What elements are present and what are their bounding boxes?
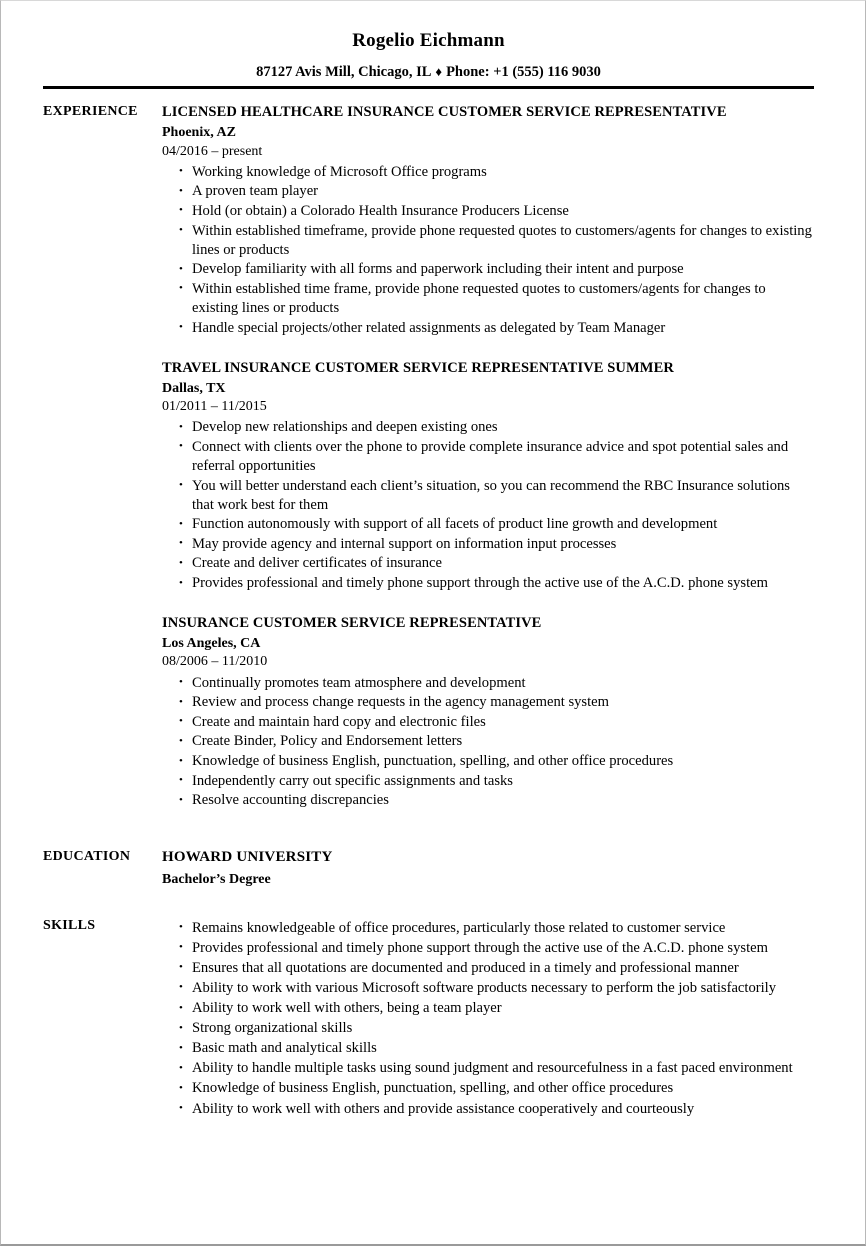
job-bullet-list: [162, 163, 814, 338]
skill-bullet: • Basic math and analytical skills: [162, 1039, 814, 1058]
education-section: [43, 848, 814, 890]
skill-bullet: • Ability to work with various Microsoft software products necessary to perform the job satisfactorily: [162, 979, 814, 998]
contact-address: 87127 Avis Mill, Chicago, IL: [256, 63, 432, 80]
contact-phone: Phone: +1 (555) 116 9030: [446, 63, 601, 80]
job-bullet-list: [162, 674, 814, 811]
experience-entries: [162, 103, 814, 811]
job-bullet: • Continually promotes team atmosphere and development: [162, 674, 814, 693]
candidate-name: Rogelio Eichmann: [352, 30, 505, 51]
education-entries: [162, 848, 814, 890]
job-bullet: • Within established time frame, provide phone requested quotes to customers/agents for changes to existing lines or products: [162, 280, 814, 318]
job-bullet: • Function autonomously with support of all facets of product line growth and development: [162, 515, 814, 534]
job-location: Phoenix, AZ: [162, 125, 236, 141]
header-divider: [43, 86, 814, 89]
experience-section-label: EXPERIENCE: [43, 104, 138, 120]
job-bullet: • A proven team player: [162, 182, 814, 201]
skills-section: [43, 917, 814, 1120]
job-title: INSURANCE CUSTOMER SERVICE REPRESENTATIVE: [162, 615, 542, 632]
resume-sheet: [1, 1, 865, 1244]
diamond-separator-icon: ♦: [435, 63, 443, 79]
skill-bullet: • Ability to handle multiple tasks using sound judgment and resourcefulness in a fast paced environment: [162, 1059, 814, 1078]
experience-entry: [162, 359, 814, 593]
job-bullet: • Within established timeframe, provide phone requested quotes to customers/agents for changes to existing lines or products: [162, 222, 814, 260]
job-bullet: • Independently carry out specific assignments and tasks: [162, 772, 814, 791]
education-school: HOWARD UNIVERSITY: [162, 848, 333, 865]
job-bullet: • Working knowledge of Microsoft Office programs: [162, 163, 814, 182]
skill-bullet: • Remains knowledgeable of office procedures, particularly those related to customer service: [162, 919, 814, 938]
job-bullet: • Knowledge of business English, punctuation, spelling, and other office procedures: [162, 752, 814, 771]
resume-header: [43, 30, 814, 89]
experience-section: [43, 103, 814, 811]
job-bullet: • Create and deliver certificates of insurance: [162, 554, 814, 573]
job-bullet: • Review and process change requests in the agency management system: [162, 693, 814, 712]
job-location: Dallas, TX: [162, 380, 226, 396]
skills-bullet-list: [162, 919, 814, 1119]
job-bullet: • Provides professional and timely phone support through the active use of the A.C.D. phone system: [162, 574, 814, 593]
experience-entry: [162, 614, 814, 810]
education-section-label: EDUCATION: [43, 848, 131, 864]
skill-bullet: • Ability to work well with others and provide assistance cooperatively and courteously: [162, 1100, 814, 1119]
skills-entries: [162, 917, 814, 1120]
skills-section-label: SKILLS: [43, 917, 96, 933]
job-location: Los Angeles, CA: [162, 636, 261, 652]
job-bullet: • Create Binder, Policy and Endorsement letters: [162, 732, 814, 751]
skill-bullet: • Knowledge of business English, punctuation, spelling, and other office procedures: [162, 1079, 814, 1098]
job-bullet: • Develop new relationships and deepen existing ones: [162, 418, 814, 437]
job-bullet: • Resolve accounting discrepancies: [162, 791, 814, 810]
job-title: LICENSED HEALTHCARE INSURANCE CUSTOMER SERVICE REPRESENTATIVE: [162, 104, 727, 121]
job-dates: 08/2006 – 11/2010: [162, 654, 268, 670]
job-dates: 04/2016 – present: [162, 143, 263, 159]
experience-entry: [162, 103, 814, 337]
job-bullet: • May provide agency and internal support on information input processes: [162, 535, 814, 554]
job-bullet: • Develop familiarity with all forms and paperwork including their intent and purpose: [162, 260, 814, 279]
skill-bullet: • Ability to work well with others, being a team player: [162, 999, 814, 1018]
job-bullet-list: [162, 418, 814, 593]
job-bullet: • Create and maintain hard copy and electronic files: [162, 713, 814, 732]
contact-line: [43, 64, 814, 81]
job-title: TRAVEL INSURANCE CUSTOMER SERVICE REPRESENTATIVE SUMMER: [162, 359, 674, 376]
job-dates: 01/2011 – 11/2015: [162, 398, 267, 414]
job-bullet: • Handle special projects/other related assignments as delegated by Team Manager: [162, 319, 814, 338]
skill-bullet: • Ensures that all quotations are documented and produced in a timely and professional manner: [162, 959, 814, 978]
education-degree: Bachelor’s Degree: [162, 872, 271, 888]
job-bullet: • You will better understand each client’s situation, so you can recommend the RBC Insurance solutions that work best for them: [162, 477, 814, 515]
job-bullet: • Connect with clients over the phone to provide complete insurance advice and spot potential sales and referral opportunities: [162, 438, 814, 476]
skill-bullet: • Provides professional and timely phone support through the active use of the A.C.D. phone system: [162, 939, 814, 958]
job-bullet: • Hold (or obtain) a Colorado Health Insurance Producers License: [162, 202, 814, 221]
skill-bullet: • Strong organizational skills: [162, 1019, 814, 1038]
